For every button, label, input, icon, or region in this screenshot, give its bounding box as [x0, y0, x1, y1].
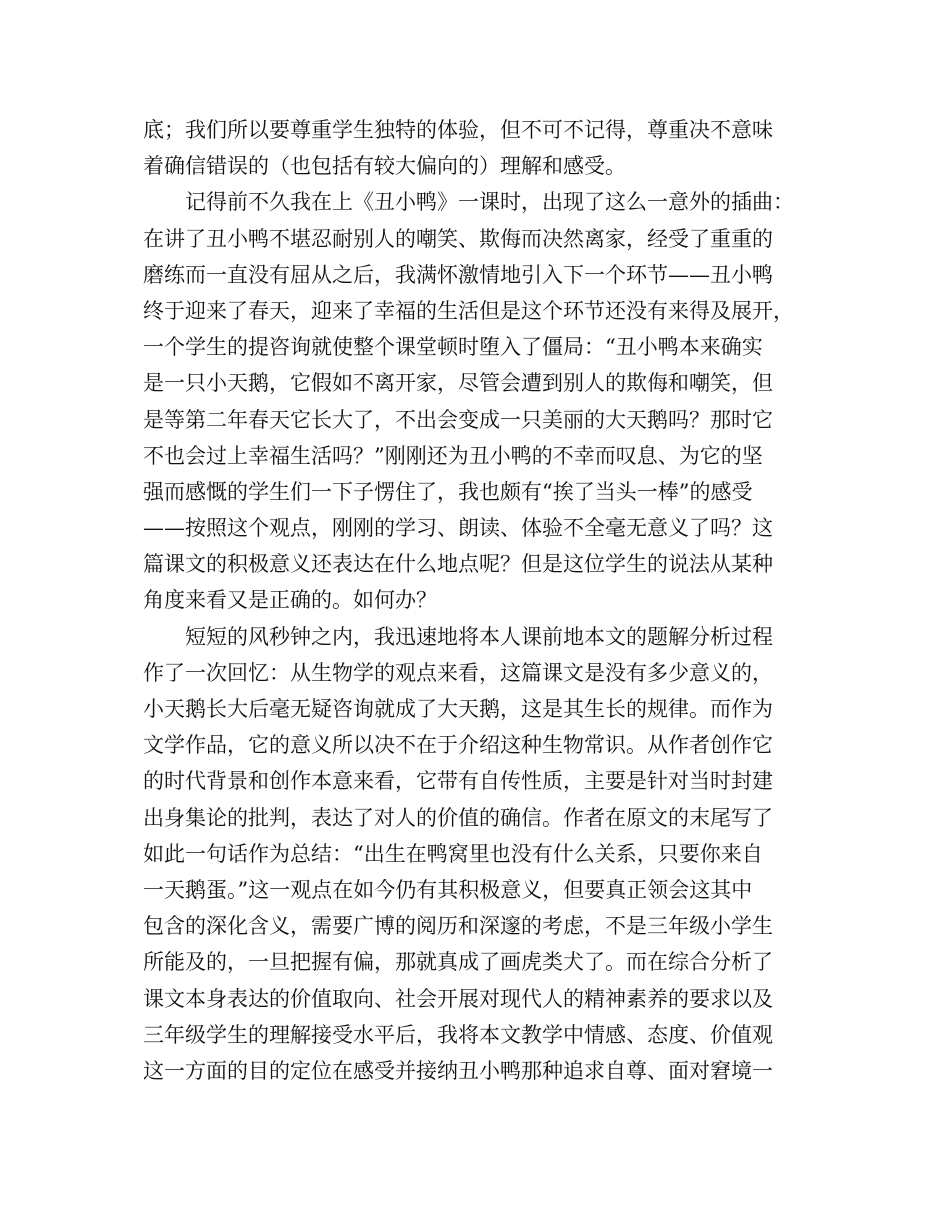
text-line: 一天鹅蛋。”这一观点在如今仍有其积极意义，但要真正领会这其中 — [143, 877, 753, 902]
text-line: 的时代背景和创作本意来看，它带有自传性质，主要是针对当时封建 — [143, 769, 773, 794]
text-line: 出身集论的批判，表达了对人的价值的确信。作者在原文的末尾写了 — [143, 805, 773, 830]
text-line: 是一只小天鹅，它假如不离开家，尽管会遭到别人的欺侮和嘲笑，但 — [143, 371, 773, 396]
paragraph — [143, 184, 808, 618]
text-line: 三年级学生的理解接受水平后，我将本文教学中情感、态度、价值观 — [143, 1022, 773, 1047]
text-line: 强而感慨的学生们一下子愣住了，我也颇有“挨了当头一棒”的感受 — [143, 479, 753, 504]
text-line: 终于迎来了春天，迎来了幸福的生活但是这个环节还没有来得及展开， — [143, 298, 794, 323]
document-body — [143, 112, 808, 1089]
text-line: 如此一句话作为总结：“出生在鸭窝里也没有什么关系，只要你来自 — [143, 841, 763, 866]
text-line: 这一方面的目的定位在感受并接纳丑小鸭那种追求自尊、面对窘境一 — [143, 1058, 773, 1083]
text-line: 所能及的，一旦把握有偏，那就真成了画虎类犬了。而在综合分析了 — [143, 950, 773, 975]
text-line: 记得前不久我在上《丑小鸭》一课时，出现了这么一意外的插曲： — [185, 190, 794, 215]
text-line: 篇课文的积极意义还表达在什么地点呢？但是这位学生的说法从某种 — [143, 552, 773, 577]
text-line: 课文本身表达的价值取向、社会开展对现代人的精神素养的要求以及 — [143, 986, 773, 1011]
text-line: 不也会过上幸福生活吗？”刚刚还为丑小鸭的不幸而叹息、为它的坚 — [143, 443, 763, 468]
text-line: 磨练而一直没有屈从之后，我满怀激情地引入下一个环节——丑小鸭 — [143, 262, 773, 287]
text-line: 文学作品，它的意义所以决不在于介绍这种生物常识。从作者创作它 — [143, 733, 773, 758]
text-line: ——按照这个观点，刚刚的学习、朗读、体验不全毫无意义了吗？这 — [143, 516, 773, 541]
text-line: 底；我们所以要尊重学生独特的体验，但不可不记得，尊重决不意味 — [143, 118, 773, 142]
text-line: 着确信错误的（也包括有较大偏向的）理解和感受。 — [143, 154, 626, 179]
text-line: 包含的深化含义，需要广博的阅历和深邃的考虑，不是三年级小学生 — [143, 914, 773, 939]
text-line: 角度来看又是正确的。如何办？ — [143, 588, 437, 613]
text-line: 短短的风秒钟之内，我迅速地将本人课前地本文的题解分析过程 — [185, 624, 773, 649]
paragraph — [143, 619, 808, 1089]
text-line: 在讲了丑小鸭不堪忍耐别人的嘲笑、欺侮而决然离家，经受了重重的 — [143, 226, 773, 251]
text-line: 一个学生的提咨询就使整个课堂顿时堕入了僵局：“丑小鸭本来确实 — [143, 335, 763, 360]
text-line: 作了一次回忆：从生物学的观点来看，这篇课文是没有多少意义的， — [143, 660, 773, 685]
text-line: 小天鹅长大后毫无疑咨询就成了大天鹅，这是其生长的规律。而作为 — [143, 697, 773, 721]
text-line: 是等第二年春天它长大了，不出会变成一只美丽的大天鹅吗？那时它 — [143, 407, 773, 432]
paragraph — [143, 112, 808, 184]
